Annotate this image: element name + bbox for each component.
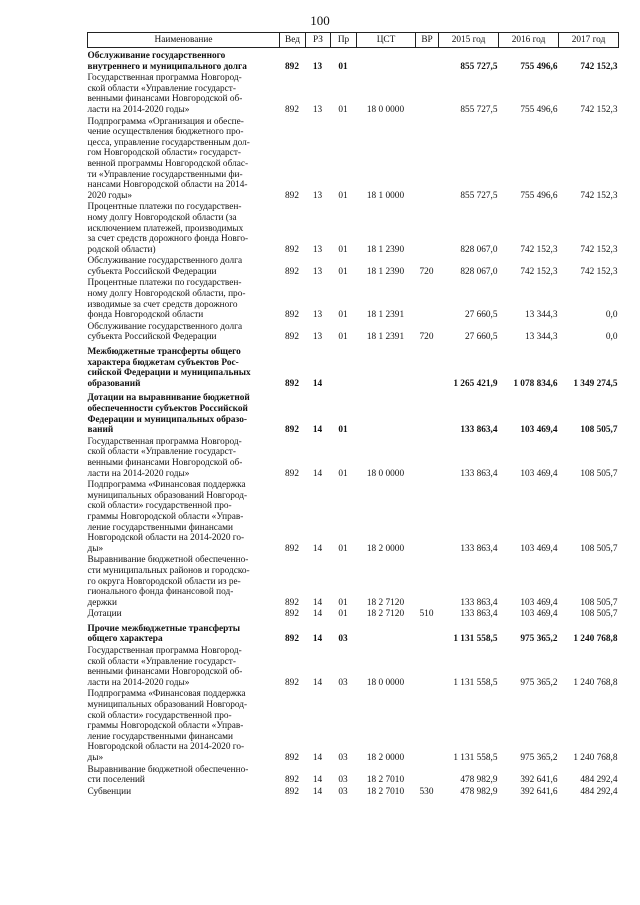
row-amount-2016: 392 641,6 — [520, 786, 558, 797]
row-pr: 03 — [338, 775, 348, 786]
row-amount-2016: 1 078 834,6 — [513, 378, 558, 389]
row-ved: 892 — [285, 468, 299, 479]
row-pr: 01 — [338, 597, 348, 608]
row-vr — [416, 437, 439, 480]
header-pr: Пр — [331, 33, 357, 48]
table-row — [88, 646, 619, 689]
row-amount-2016: 742 152,3 — [520, 266, 558, 277]
table-row — [88, 480, 619, 555]
row-cst: 18 1 2391 — [366, 310, 405, 321]
row-amount-2015: 828 067,0 — [460, 266, 498, 277]
row-ved: 892 — [285, 775, 299, 786]
row-cst: 18 1 0000 — [366, 190, 405, 201]
row-amount-2015: 27 660,5 — [464, 332, 498, 343]
row-rz: 14 — [312, 378, 323, 389]
row-vr — [416, 73, 439, 116]
row-amount-2016: 975 365,2 — [520, 634, 558, 645]
row-amount-2016: 103 469,4 — [520, 597, 558, 608]
row-amount-2015: 855 727,5 — [460, 61, 498, 72]
row-ved: 892 — [285, 677, 299, 688]
row-rz: 14 — [312, 468, 323, 479]
table-row — [88, 689, 619, 764]
row-pr: 03 — [338, 634, 348, 645]
table-row — [88, 48, 619, 74]
row-pr: 01 — [338, 332, 348, 343]
row-amount-2017: 1 240 768,8 — [573, 634, 618, 645]
row-amount-2016: 103 469,4 — [520, 425, 558, 436]
row-name: Государственная программа Новгород- ской области «Управление государст- венными финансами Новгородской об- ласти на 2014-2020 годы» — [87, 646, 243, 688]
row-amount-2016: 103 469,4 — [520, 609, 558, 620]
table-row — [88, 437, 619, 480]
row-amount-2017: 742 152,3 — [580, 61, 618, 72]
row-rz: 14 — [312, 634, 323, 645]
row-amount-2015: 133 863,4 — [460, 597, 498, 608]
row-vr — [416, 117, 439, 203]
row-pr: 01 — [338, 190, 348, 201]
row-cst: 18 1 2390 — [366, 244, 405, 255]
row-cst: 18 1 2391 — [366, 332, 405, 343]
table-row — [88, 202, 619, 256]
row-rz: 13 — [312, 104, 323, 115]
row-ved: 892 — [285, 310, 299, 321]
row-ved: 892 — [285, 543, 299, 554]
row-amount-2016: 13 344,3 — [524, 310, 558, 321]
row-amount-2015: 133 863,4 — [460, 543, 498, 554]
row-amount-2016: 755 496,6 — [520, 61, 558, 72]
row-name: Обслуживание государственного внутреннего и муниципального долга — [87, 51, 247, 72]
row-name: Межбюджетные трансферты общего характера бюджетам субъектов Рос- сийской Федерации и муниципальных образований — [87, 347, 251, 389]
table-header-row — [88, 33, 619, 48]
row-name: Государственная программа Новгород- ской области «Управление государст- венными финансами Новгородской об- ласти на 2014-2020 годы» — [87, 436, 243, 479]
row-pr: 01 — [338, 543, 348, 554]
row-rz: 14 — [312, 775, 323, 786]
header-2015: 2015 год — [439, 33, 499, 48]
row-name: Подпрограмма «Финансовая поддержка муниципальных образований Новгород- ской области» государственной про- граммы Новгородской области «Управ- ление государственными финансами Новгородской области на 2014-2020 го- ды» — [87, 689, 248, 763]
row-cst — [357, 344, 416, 390]
row-name: Подпрограмма «Финансовая поддержка муниципальных образований Новгород- ской области» государственной про- граммы Новгородской области «Управ- ление государственными финансами Новгородской области на 2014-2020 го- ды» — [87, 480, 248, 554]
row-ved: 892 — [285, 378, 299, 389]
row-vr — [416, 390, 439, 436]
row-vr: 720 — [419, 266, 434, 277]
row-vr — [416, 646, 439, 689]
row-amount-2015: 855 727,5 — [460, 104, 498, 115]
row-pr: 01 — [338, 310, 348, 321]
row-rz: 14 — [312, 543, 323, 554]
row-amount-2015: 1 131 558,5 — [453, 677, 498, 688]
row-amount-2016: 103 469,4 — [520, 468, 558, 479]
row-amount-2016: 742 152,3 — [520, 244, 558, 255]
row-amount-2017: 484 292,4 — [580, 775, 618, 786]
row-cst: 18 2 0000 — [366, 753, 405, 763]
row-name: Выравнивание бюджетной обеспеченно- сти поселений — [87, 764, 249, 786]
row-amount-2017: 1 240 768,8 — [573, 677, 618, 688]
row-amount-2016: 13 344,3 — [524, 332, 558, 343]
header-2017: 2017 год — [559, 33, 619, 48]
row-amount-2016: 392 641,6 — [520, 775, 558, 786]
page-number: 100 — [310, 13, 330, 28]
row-amount-2017: 0,0 — [605, 332, 618, 343]
table-body — [88, 48, 619, 799]
row-cst: 18 2 7120 — [366, 597, 405, 608]
row-name: Прочие межбюджетные трансферты общего характера — [87, 623, 241, 645]
row-amount-2015: 27 660,5 — [464, 310, 498, 321]
row-ved: 892 — [285, 190, 299, 201]
row-cst: 18 2 7010 — [366, 786, 405, 797]
table-row — [88, 344, 619, 390]
row-ved: 892 — [285, 332, 299, 343]
row-rz: 14 — [312, 786, 323, 797]
row-amount-2016: 975 365,2 — [520, 677, 558, 688]
row-rz: 14 — [312, 425, 323, 436]
row-ved: 892 — [285, 634, 299, 645]
row-cst: 18 0 0000 — [366, 677, 405, 688]
row-amount-2016: 103 469,4 — [520, 543, 558, 554]
table-row — [88, 256, 619, 278]
row-amount-2015: 828 067,0 — [460, 244, 498, 255]
row-amount-2017: 742 152,3 — [580, 266, 618, 277]
row-vr — [416, 480, 439, 555]
row-cst: 18 0 0000 — [366, 104, 405, 115]
row-amount-2015: 1 265 421,9 — [453, 378, 498, 389]
row-amount-2015: 478 982,9 — [460, 775, 498, 786]
row-name: Дотации на выравнивание бюджетной обеспеченности субъектов Российской Федерации и муниципальных образо- ваний — [87, 393, 250, 436]
row-vr — [416, 621, 439, 646]
header-2016: 2016 год — [499, 33, 559, 48]
row-cst: 18 1 2390 — [366, 266, 405, 277]
row-name: Обслуживание государственного долга субъекта Российской Федерации — [87, 321, 243, 343]
row-ved: 892 — [285, 61, 299, 72]
row-amount-2017: 0,0 — [605, 310, 618, 321]
row-amount-2015: 1 131 558,5 — [453, 753, 498, 763]
table-row — [88, 278, 619, 321]
row-amount-2017: 484 292,4 — [580, 786, 618, 797]
header-ved: Вед — [280, 33, 306, 48]
row-rz: 13 — [312, 266, 323, 277]
table-row — [88, 621, 619, 646]
row-ved: 892 — [285, 609, 299, 620]
row-vr — [416, 689, 439, 764]
row-rz: 14 — [312, 609, 323, 620]
row-pr: 01 — [338, 609, 348, 620]
row-pr: 01 — [338, 468, 348, 479]
row-name: Дотации — [87, 609, 122, 620]
row-rz: 13 — [312, 244, 323, 255]
table-row — [88, 390, 619, 436]
row-vr: 510 — [419, 609, 434, 620]
row-amount-2015: 133 863,4 — [460, 425, 498, 436]
row-cst: 18 2 7010 — [366, 775, 405, 786]
row-amount-2017: 1 240 768,8 — [573, 753, 618, 763]
table-row — [88, 765, 619, 787]
row-cst — [357, 621, 416, 646]
row-ved: 892 — [285, 104, 299, 115]
row-amount-2017: 108 505,7 — [580, 609, 618, 620]
row-cst: 18 2 0000 — [366, 543, 405, 554]
header-cst: ЦСТ — [357, 33, 416, 48]
row-pr: 03 — [338, 786, 348, 797]
header-name: Наименование — [88, 33, 280, 48]
row-pr — [331, 344, 357, 390]
row-amount-2017: 1 349 274,5 — [573, 378, 618, 389]
row-pr: 01 — [338, 266, 348, 277]
row-vr — [416, 278, 439, 321]
row-name: Выравнивание бюджетной обеспеченно- сти муниципальных районов и городско- го округа Новгородской области из ре- гионального фонда финансовой под- держки — [87, 555, 250, 608]
row-amount-2015: 133 863,4 — [460, 609, 498, 620]
row-ved: 892 — [285, 425, 299, 436]
row-amount-2015: 478 982,9 — [460, 786, 498, 797]
row-amount-2017: 742 152,3 — [580, 190, 618, 201]
header-rz: РЗ — [306, 33, 331, 48]
row-amount-2016: 755 496,6 — [520, 104, 558, 115]
row-vr — [416, 48, 439, 74]
row-name: Обслуживание государственного долга субъекта Российской Федерации — [87, 256, 243, 277]
row-amount-2017: 108 505,7 — [580, 468, 618, 479]
row-vr: 530 — [419, 786, 434, 797]
table-row — [88, 555, 619, 609]
row-ved: 892 — [285, 597, 299, 608]
row-ved: 892 — [285, 266, 299, 277]
row-amount-2015: 133 863,4 — [460, 468, 498, 479]
row-amount-2017: 108 505,7 — [580, 425, 618, 436]
row-pr: 01 — [338, 61, 348, 72]
table-row — [88, 609, 619, 621]
row-rz: 13 — [312, 61, 323, 72]
row-vr — [416, 344, 439, 390]
row-name: Государственная программа Новгород- ской области «Управление государст- венными финансами Новгородской об- ласти на 2014-2020 годы» — [87, 73, 243, 115]
row-cst: 18 0 0000 — [366, 468, 405, 479]
header-vr: ВР — [416, 33, 439, 48]
row-pr: 01 — [338, 104, 348, 115]
row-rz: 13 — [312, 332, 323, 343]
row-amount-2015: 855 727,5 — [460, 190, 498, 201]
row-vr — [416, 555, 439, 609]
row-rz: 13 — [312, 310, 323, 321]
row-pr: 01 — [338, 425, 348, 436]
row-pr: 03 — [338, 753, 348, 763]
row-rz: 14 — [312, 677, 323, 688]
row-vr — [416, 202, 439, 256]
row-amount-2016: 975 365,2 — [520, 753, 558, 763]
row-rz: 13 — [312, 190, 323, 201]
row-pr: 01 — [338, 244, 348, 255]
row-rz: 14 — [312, 597, 323, 608]
row-amount-2017: 742 152,3 — [580, 104, 618, 115]
row-cst: 18 2 7120 — [366, 609, 405, 620]
row-amount-2016: 755 496,6 — [520, 190, 558, 201]
row-ved: 892 — [285, 753, 299, 763]
table-row — [88, 73, 619, 116]
row-rz: 14 — [312, 753, 323, 763]
row-amount-2017: 108 505,7 — [580, 597, 618, 608]
row-amount-2017: 742 152,3 — [580, 244, 618, 255]
table-row — [88, 787, 619, 799]
row-ved: 892 — [285, 244, 299, 255]
row-name: Процентные платежи по государствен- ному долгу Новгородской области (за исключением платежей, производимых за счет средств дорожного фонда Новго- родской области) — [87, 202, 249, 255]
budget-table — [87, 32, 619, 798]
row-name: Субвенции — [87, 786, 132, 797]
row-amount-2015: 1 131 558,5 — [453, 634, 498, 645]
row-pr: 03 — [338, 677, 348, 688]
row-vr — [416, 765, 439, 787]
row-cst — [357, 48, 416, 74]
row-name: Подпрограмма «Организация и обеспе- чение осуществления бюджетного про- цесса, управление государственным дол- гом Новгородской области» государст- венной программы Новгородской облас- ти «Управление государственными фи- нансами Новгородской области на 2014- 2020 годы» — [87, 116, 250, 201]
row-vr: 720 — [419, 332, 434, 343]
table-row — [88, 117, 619, 203]
row-cst — [357, 390, 416, 436]
row-name: Процентные платежи по государствен- ному долгу Новгородской области, про- изводимые за счет средств дорожного фонда Новгородской области — [87, 278, 246, 321]
row-ved: 892 — [285, 786, 299, 797]
table-row — [88, 322, 619, 344]
row-amount-2017: 108 505,7 — [580, 543, 618, 554]
